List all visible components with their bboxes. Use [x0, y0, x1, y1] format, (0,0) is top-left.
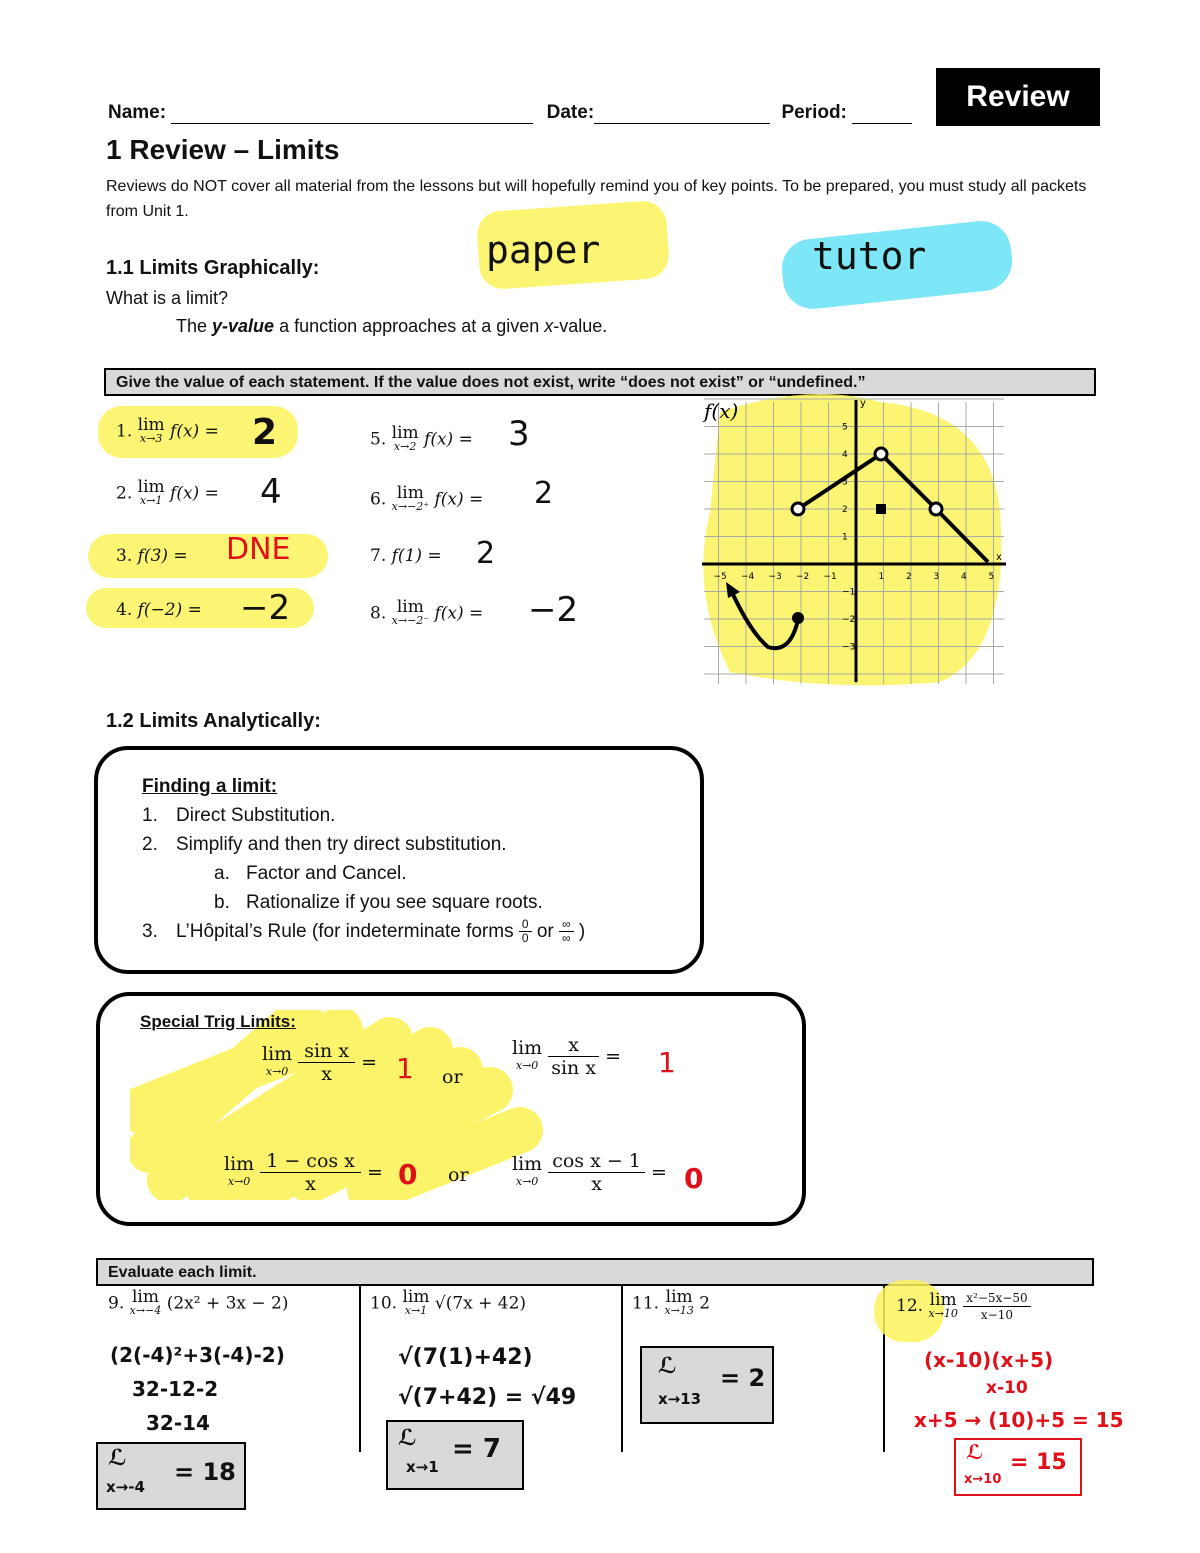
section-1-1-heading: 1.1 Limits Graphically: [106, 257, 320, 279]
eval-problem-11: 11. lim x→13 2 [632, 1287, 711, 1317]
open-point-2 [875, 448, 887, 460]
header-fields [108, 102, 928, 124]
divider-2 [621, 1286, 623, 1452]
y-tick-label: 3 [842, 477, 848, 488]
handwritten-tutor: tutor [812, 234, 927, 278]
section-1-2-heading: 1.2 Limits Analytically: [106, 710, 321, 732]
answer-4: −2 [240, 588, 291, 628]
axis-x-label: x [996, 552, 1002, 563]
answer-2: 4 [260, 472, 282, 512]
x-tick-label: 5 [988, 572, 995, 582]
answer-5: 3 [508, 414, 530, 454]
answer-3: DNE [226, 532, 291, 567]
x-tick-label: 2 [906, 572, 912, 582]
eval-work-10: √(7(1)+42) √(7+42) = √49 [398, 1345, 577, 1410]
problem-7: 7. f(1) = [370, 546, 442, 566]
review-badge: Review [936, 68, 1100, 126]
limit-definition: The y-value a function approaches at a given x-value. [176, 316, 608, 336]
y-tick-label: −3 [842, 642, 856, 653]
problem-2: 2. lim x→1 f(x) = [116, 477, 219, 507]
x-tick-label: −4 [741, 572, 755, 582]
period-field[interactable] [852, 105, 912, 124]
instruction-bar-1: Give the value of each statement. If the value does not exist, write “does not exist” or “undefined.” [104, 368, 1096, 396]
problem-8: 8. lim x→−2⁻ f(x) = [370, 597, 484, 627]
answer-box-10: ℒ x→1 = 7 [386, 1420, 524, 1490]
eval-problem-12: 12. lim x→10 $\frac{\text{x²−5x−50}}{x-10}$ [896, 1290, 1031, 1323]
trig-limit-4: lim x→0 $\frac{\text{cos x − 1}}{x}$ = [512, 1150, 667, 1195]
x-tick-label: 3 [933, 572, 940, 582]
trig-answer-3: 0 [398, 1158, 418, 1191]
trig-title: Special Trig Limits: [140, 1012, 296, 1031]
trig-limit-1: lim x→0 $\frac{\text{sin x}}{x}$ = [262, 1040, 378, 1085]
trig-answer-1: 1 [396, 1052, 414, 1085]
trig-or-2: or [448, 1164, 469, 1186]
name-label: Name: [108, 102, 167, 123]
trig-limit-3: lim x→0 $\frac{\text{1 − cos x}}{x}$ = [224, 1150, 383, 1195]
intro-text: Reviews do NOT cover all material from the lessons but will hopefully remind you of key points. To be prepared, you must study all packets from Unit 1. [106, 178, 1087, 220]
date-field[interactable] [594, 105, 770, 124]
eval-work-12: (x-10)(x+5) x-10 x+5 → (10)+5 = 15 [914, 1348, 1124, 1432]
name-field[interactable] [171, 105, 533, 124]
problem-4: 4. f(−2) = [116, 600, 202, 620]
answer-6: 2 [534, 476, 554, 511]
page-title: 1 Review – Limits [106, 134, 340, 165]
trig-answer-2: 1 [658, 1046, 676, 1079]
graph-label: f(x) [704, 399, 739, 423]
step-1: 1. Direct Substitution. [142, 805, 336, 826]
graph-f [690, 392, 1020, 692]
x-tick-label: −2 [796, 572, 810, 582]
instruction-bar-2: Evaluate each limit. [96, 1258, 1094, 1286]
step-2b: b. Rationalize if you see square roots. [214, 892, 543, 913]
period-label: Period: [781, 102, 847, 123]
answer-7: 2 [476, 536, 496, 571]
finding-limit-title: Finding a limit: [142, 776, 278, 797]
y-tick-label: 1 [842, 532, 848, 543]
handwritten-paper: paper [486, 228, 601, 272]
trig-answer-4: 0 [684, 1162, 704, 1195]
date-label: Date: [546, 102, 595, 123]
axis-y-label: y [860, 398, 866, 409]
open-point-1 [792, 503, 804, 515]
x-tick-label: 1 [878, 572, 885, 582]
step-3: 3. L’Hôpital’s Rule (for indeterminate forms $\frac{0}{0}$ or $\frac{\infty}{\infty}$ ) [142, 917, 586, 946]
eval-work-9: (2(-4)²+3(-4)-2) 32-12-2 32-14 [110, 1343, 285, 1435]
trig-or-1: or [442, 1066, 463, 1088]
closed-point-curve [792, 612, 804, 624]
y-tick-label: 4 [842, 450, 848, 460]
step-2a: a. Factor and Cancel. [214, 863, 407, 884]
eval-problem-9: 9. lim x→−4 (2x² + 3x − 2) [108, 1287, 289, 1317]
x-tick-label: −3 [768, 572, 782, 582]
limit-question: What is a limit? [106, 288, 229, 308]
closed-point-square [876, 504, 886, 514]
open-point-3 [930, 503, 942, 515]
problem-1: 1. lim x→3 f(x) = [116, 415, 219, 445]
problem-3: 3. f(3) = [116, 546, 188, 566]
trig-limit-2: lim x→0 $\frac{x}{\text{sin x}}$ = [512, 1034, 622, 1079]
x-tick-label: −5 [713, 572, 727, 582]
problem-6: 6. lim x→−2⁺ f(x) = [370, 483, 484, 513]
eval-problem-10: 10. lim x→1 √(7x + 42) [370, 1287, 527, 1317]
y-tick-label: −2 [842, 615, 856, 625]
finding-limit-box [94, 746, 704, 974]
x-tick-label: −1 [823, 572, 837, 582]
answer-8: −2 [528, 590, 579, 630]
answer-1: 2 [252, 412, 278, 453]
divider-1 [359, 1286, 361, 1452]
y-tick-label: −1 [842, 587, 856, 598]
step-2: 2. Simplify and then try direct substitution. [142, 834, 507, 855]
answer-box-9: ℒ x→-4 = 18 [96, 1442, 246, 1510]
y-tick-label: 5 [842, 422, 848, 433]
y-tick-label: 2 [842, 505, 848, 515]
answer-box-11: ℒ x→13 = 2 [640, 1346, 774, 1424]
answer-box-12: ℒ x→10 = 15 [954, 1438, 1082, 1496]
problem-5: 5. lim x→2 f(x) = [370, 423, 473, 453]
x-tick-label: 4 [961, 572, 967, 582]
